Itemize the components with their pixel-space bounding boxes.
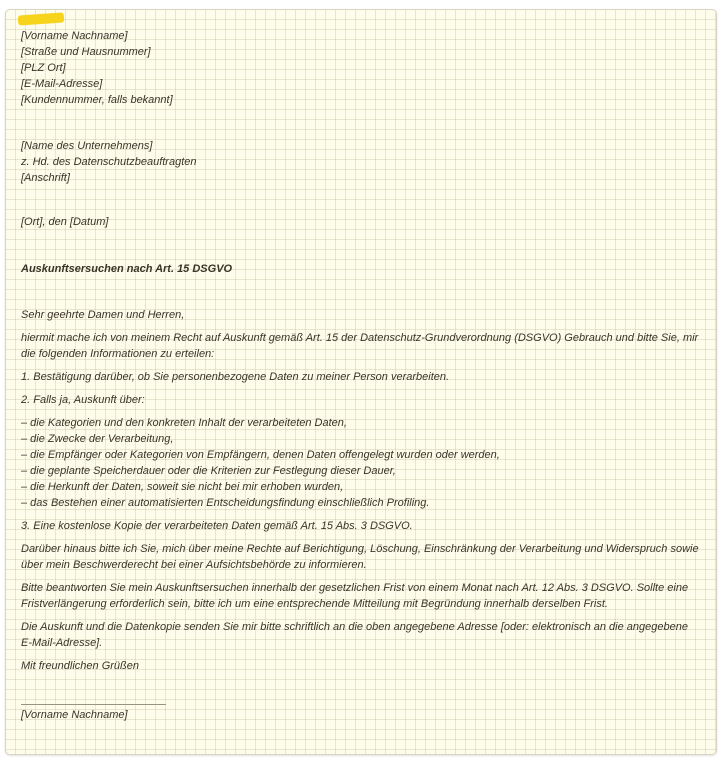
recipient-address bbox=[21, 138, 701, 186]
request-point-3: 3. Eine kostenlose Kopie der verarbeiteten Daten gemäß Art. 15 Abs. 3 DSGVO. bbox=[21, 520, 413, 532]
recipient-line: [Name des Unternehmens] bbox=[21, 140, 153, 152]
salutation: Sehr geehrte Damen und Herren, bbox=[21, 309, 185, 321]
letter-card bbox=[5, 9, 717, 755]
list-item: – die Zwecke der Verarbeitung, bbox=[21, 433, 174, 445]
delivery-paragraph: Die Auskunft und die Datenkopie senden Sie mir bitte schriftlich an die oben angegebene Adresse [oder: elektronisch an die angegebene E-Mail-Adresse]. bbox=[21, 621, 688, 649]
place-date: [Ort], den [Datum] bbox=[21, 216, 109, 228]
request-point-1: 1. Bestätigung darüber, ob Sie personenbezogene Daten zu meiner Person verarbeiten. bbox=[21, 371, 450, 383]
list-item: – das Bestehen einer automatisierten Entscheidungsfindung einschließlich Profiling. bbox=[21, 497, 430, 509]
recipient-line: [Anschrift] bbox=[21, 172, 70, 184]
intro-paragraph: hiermit mache ich von meinem Recht auf Auskunft gemäß Art. 15 der Datenschutz-Grundverordnung (DSGVO) Gebrauch und bitte Sie, mir die folgenden Informationen zu erteilen: bbox=[21, 332, 699, 360]
list-item: – die geplante Speicherdauer oder die Kriterien zur Festlegung dieser Dauer, bbox=[21, 465, 396, 477]
sender-line: [Vorname Nachname] bbox=[21, 30, 128, 42]
list-item: – die Kategorien und den konkreten Inhalt der verarbeiteten Daten, bbox=[21, 417, 347, 429]
closing-greeting: Mit freundlichen Grüßen bbox=[21, 660, 139, 672]
signature-line bbox=[21, 704, 166, 705]
list-item: – die Empfänger oder Kategorien von Empfängern, denen Daten offengelegt wurden oder werden, bbox=[21, 449, 500, 461]
deadline-paragraph: Bitte beantworten Sie mein Auskunftsersuchen innerhalb der gesetzlichen Frist von einem Monat nach Art. 12 Abs. 3 DSGVO. Sollte eine Fristverlängerung erforderlich sein, bitte ich um eine entsprechende Mitteilung mit Begründung innerhalb derselben Frist. bbox=[21, 582, 689, 610]
sender-line: [PLZ Ort] bbox=[21, 62, 66, 74]
letter-template bbox=[21, 28, 701, 723]
tape-decoration bbox=[18, 12, 65, 25]
recipient-line: z. Hd. des Datenschutzbeauftragten bbox=[21, 156, 197, 168]
sender-line: [Kundennummer, falls bekannt] bbox=[21, 94, 173, 106]
signature-name: [Vorname Nachname] bbox=[21, 709, 128, 721]
rights-paragraph: Darüber hinaus bitte ich Sie, mich über meine Rechte auf Berichtigung, Löschung, Einschränkung der Verarbeitung und Widerspruch sowie über mein Beschwerderecht bei einer Aufsichtsbehörde zu informieren. bbox=[21, 543, 699, 571]
sender-address bbox=[21, 28, 701, 108]
sender-line: [Straße und Hausnummer] bbox=[21, 46, 151, 58]
request-sub-list bbox=[21, 415, 701, 511]
subject-line: Auskunftsersuchen nach Art. 15 DSGVO bbox=[21, 263, 233, 275]
list-item: – die Herkunft der Daten, soweit sie nicht bei mir erhoben wurden, bbox=[21, 481, 344, 493]
sender-line: [E-Mail-Adresse] bbox=[21, 78, 103, 90]
request-point-2: 2. Falls ja, Auskunft über: bbox=[21, 394, 145, 406]
